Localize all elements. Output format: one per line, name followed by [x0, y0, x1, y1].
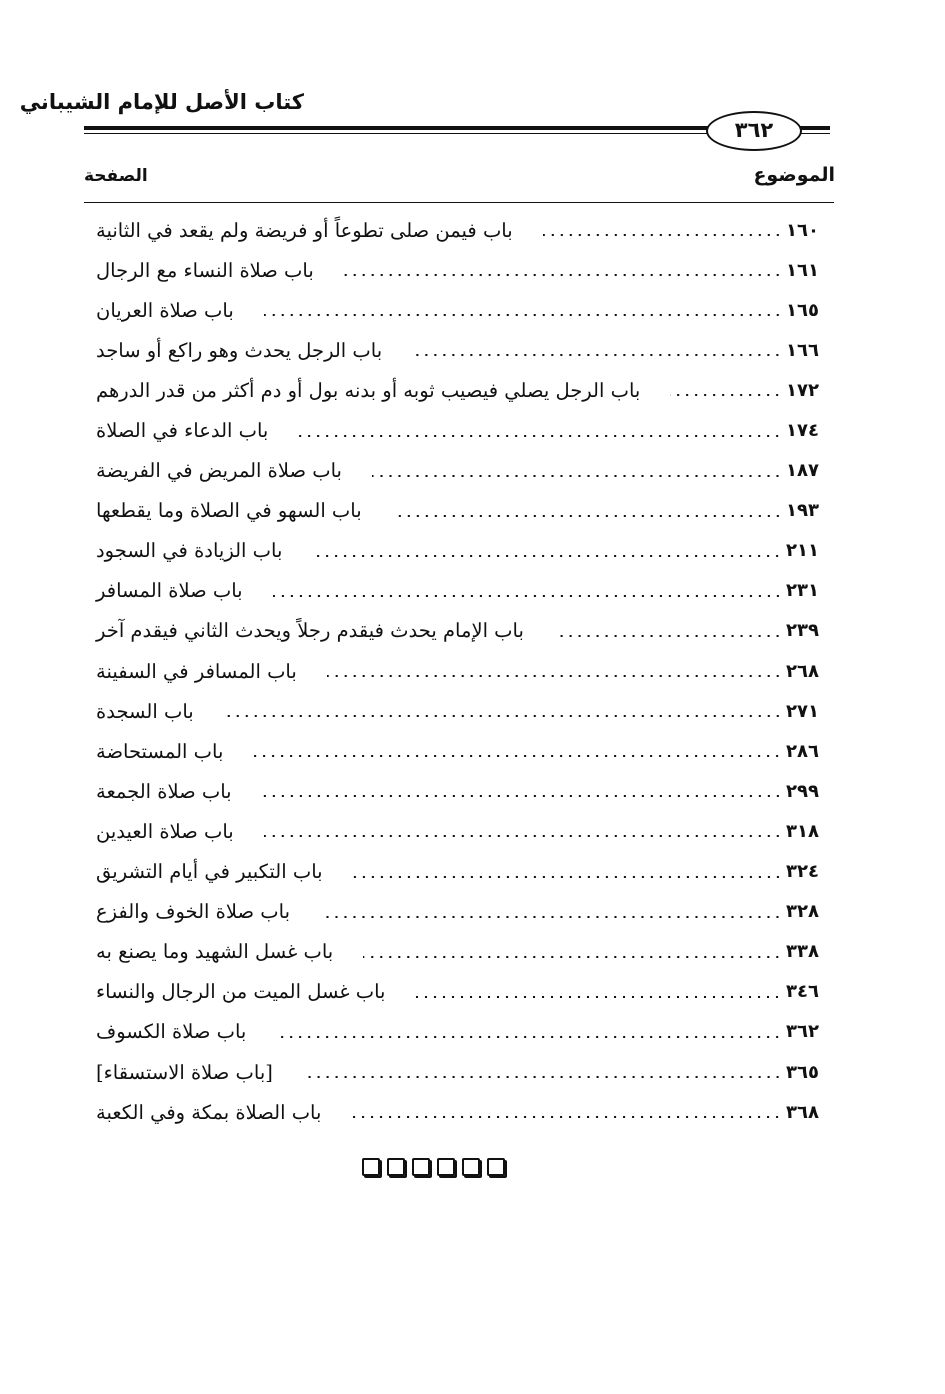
dot-leader — [264, 835, 782, 837]
toc-entry — [84, 852, 836, 892]
dot-leader — [262, 795, 782, 797]
ornament-square-icon — [412, 1158, 430, 1176]
toc-entry-title: باب الصلاة بمكة وفي الكعبة — [96, 1100, 322, 1124]
toc-entry — [84, 811, 836, 851]
toc-entry-page: ٣١٨ — [786, 820, 819, 842]
toc-entry — [84, 691, 836, 731]
toc-entry-page: ٢٨٦ — [786, 740, 819, 762]
dot-leader — [415, 996, 782, 998]
toc-entry-page: ٣٦٢ — [786, 1021, 819, 1043]
dot-leader — [303, 1076, 782, 1078]
toc-entry — [84, 731, 836, 771]
toc-entry-page: ٣٣٨ — [786, 941, 819, 963]
toc-entry-title: باب صلاة المريض في الفريضة — [96, 459, 342, 483]
column-heading-page: الصفحة — [84, 166, 148, 186]
toc-entry-title: باب المسافر في السفينة — [96, 659, 297, 683]
toc-entry-page: ٣٢٨ — [786, 901, 819, 923]
dot-leader — [554, 635, 782, 637]
toc-entry-title: باب صلاة العيدين — [96, 819, 234, 843]
toc-entry-page: ٢٣١ — [786, 580, 819, 602]
toc-entry-title: باب غسل الميت من الرجال والنساء — [96, 980, 386, 1004]
toc-entry-page: ١٩٣ — [786, 500, 819, 522]
dot-leader — [353, 876, 782, 878]
ornament-square-icon — [462, 1158, 480, 1176]
toc-entry — [84, 330, 836, 370]
toc-entry-page: ٢٦٨ — [786, 660, 819, 682]
toc-entry-title: باب الرجل يحدث وهو راكع أو ساجد — [96, 338, 383, 362]
toc-entry-title: باب صلاة الخوف والفزع — [96, 900, 291, 924]
toc-entry — [84, 451, 836, 491]
dot-leader — [344, 274, 782, 276]
dot-leader — [372, 475, 782, 477]
toc-entry — [84, 491, 836, 531]
toc-entry-page: ١٦٠ — [786, 219, 819, 241]
toc-entry — [84, 250, 836, 290]
toc-entry-title: باب الرجل يصلي فيصيب ثوبه أو بدنه بول أو دم أكثر من قدر الدرهم — [96, 378, 641, 402]
dot-leader — [412, 354, 782, 356]
dot-leader — [543, 234, 782, 236]
toc-entry-title: باب صلاة الكسوف — [96, 1020, 247, 1044]
toc-entry-page: ٣٤٦ — [786, 981, 819, 1003]
toc-entry — [84, 611, 836, 651]
dot-leader — [253, 755, 782, 757]
toc-entry-page: ٢١١ — [786, 540, 819, 562]
toc-entry-title: باب صلاة النساء مع الرجال — [96, 258, 314, 282]
toc-entry-title: باب صلاة العريان — [96, 298, 234, 322]
toc-entry — [84, 370, 836, 410]
toc-entry — [84, 932, 836, 972]
toc-entry-page: ٣٦٨ — [786, 1101, 819, 1123]
dot-leader — [392, 515, 782, 517]
column-heading-topic: الموضوع — [753, 164, 835, 186]
toc-entry-page: ١٦٥ — [786, 299, 819, 321]
toc-entry-title: باب الدعاء في الصلاة — [96, 419, 269, 443]
toc-entry-page: ٣٢٤ — [786, 861, 819, 883]
toc-entry-title: باب صلاة الجمعة — [96, 779, 232, 803]
toc-entry-page: ١٧٤ — [786, 420, 819, 442]
toc-entry-page: ٢٣٩ — [786, 620, 819, 642]
dot-leader — [363, 956, 782, 958]
toc-entry — [84, 290, 836, 330]
toc-entry — [84, 1052, 836, 1092]
ornament-square-icon — [487, 1158, 505, 1176]
heading-divider — [84, 202, 834, 203]
toc-entry — [84, 571, 836, 611]
ornament-square-icon — [387, 1158, 405, 1176]
page-number: ٣٦٢ — [706, 111, 802, 151]
toc-entry-page: ١٧٢ — [786, 379, 819, 401]
ornament-square-icon — [437, 1158, 455, 1176]
toc-entry-page: ١٨٧ — [786, 460, 819, 482]
dot-leader — [670, 394, 782, 396]
toc-entry-title: باب السجدة — [96, 699, 194, 723]
dot-leader — [320, 916, 782, 918]
toc-entry — [84, 531, 836, 571]
toc-entry-page: ١٦١ — [786, 259, 819, 281]
toc-entry-page: ٢٧١ — [786, 700, 819, 722]
running-header-title: كتاب الأصل للإمام الشيباني — [19, 90, 304, 114]
dot-leader — [276, 1036, 782, 1038]
toc-entry — [84, 210, 836, 250]
dot-leader — [298, 435, 782, 437]
toc-entry-title: باب الزيادة في السجود — [96, 539, 283, 563]
dot-leader — [351, 1116, 782, 1118]
toc-entry — [84, 410, 836, 450]
toc-entry-page: ٣٦٥ — [786, 1061, 819, 1083]
toc-entry-page: ٢٩٩ — [786, 780, 819, 802]
toc-entry-title: [باب صلاة الاستسقاء] — [96, 1060, 273, 1084]
dot-leader — [327, 675, 782, 677]
toc-entry — [84, 651, 836, 691]
toc-entry-title: باب غسل الشهيد وما يصنع به — [96, 940, 334, 964]
toc-entry-title: باب السهو في الصلاة وما يقطعها — [96, 499, 362, 523]
end-ornament — [362, 1158, 505, 1176]
dot-leader — [224, 715, 782, 717]
toc-entry-title: باب التكبير في أيام التشريق — [96, 860, 323, 884]
toc-entry — [84, 1092, 836, 1132]
toc-entry-page: ١٦٦ — [786, 339, 819, 361]
toc-entry-title: باب الإمام يحدث فيقدم رجلاً ويحدث الثاني فيقدم آخر — [96, 619, 524, 643]
toc-entry-title: باب صلاة المسافر — [96, 579, 243, 603]
toc-entry — [84, 972, 836, 1012]
toc-entry-title: باب فيمن صلى تطوعاً أو فريضة ولم يقعد في الثانية — [96, 218, 513, 242]
toc-entry — [84, 892, 836, 932]
toc-entry — [84, 1012, 836, 1052]
toc-entry-title: باب المستحاضة — [96, 739, 224, 763]
dot-leader — [273, 595, 782, 597]
ornament-square-icon — [362, 1158, 380, 1176]
dot-leader — [264, 314, 782, 316]
toc-entry — [84, 771, 836, 811]
dot-leader — [312, 555, 782, 557]
table-of-contents — [84, 210, 836, 1132]
